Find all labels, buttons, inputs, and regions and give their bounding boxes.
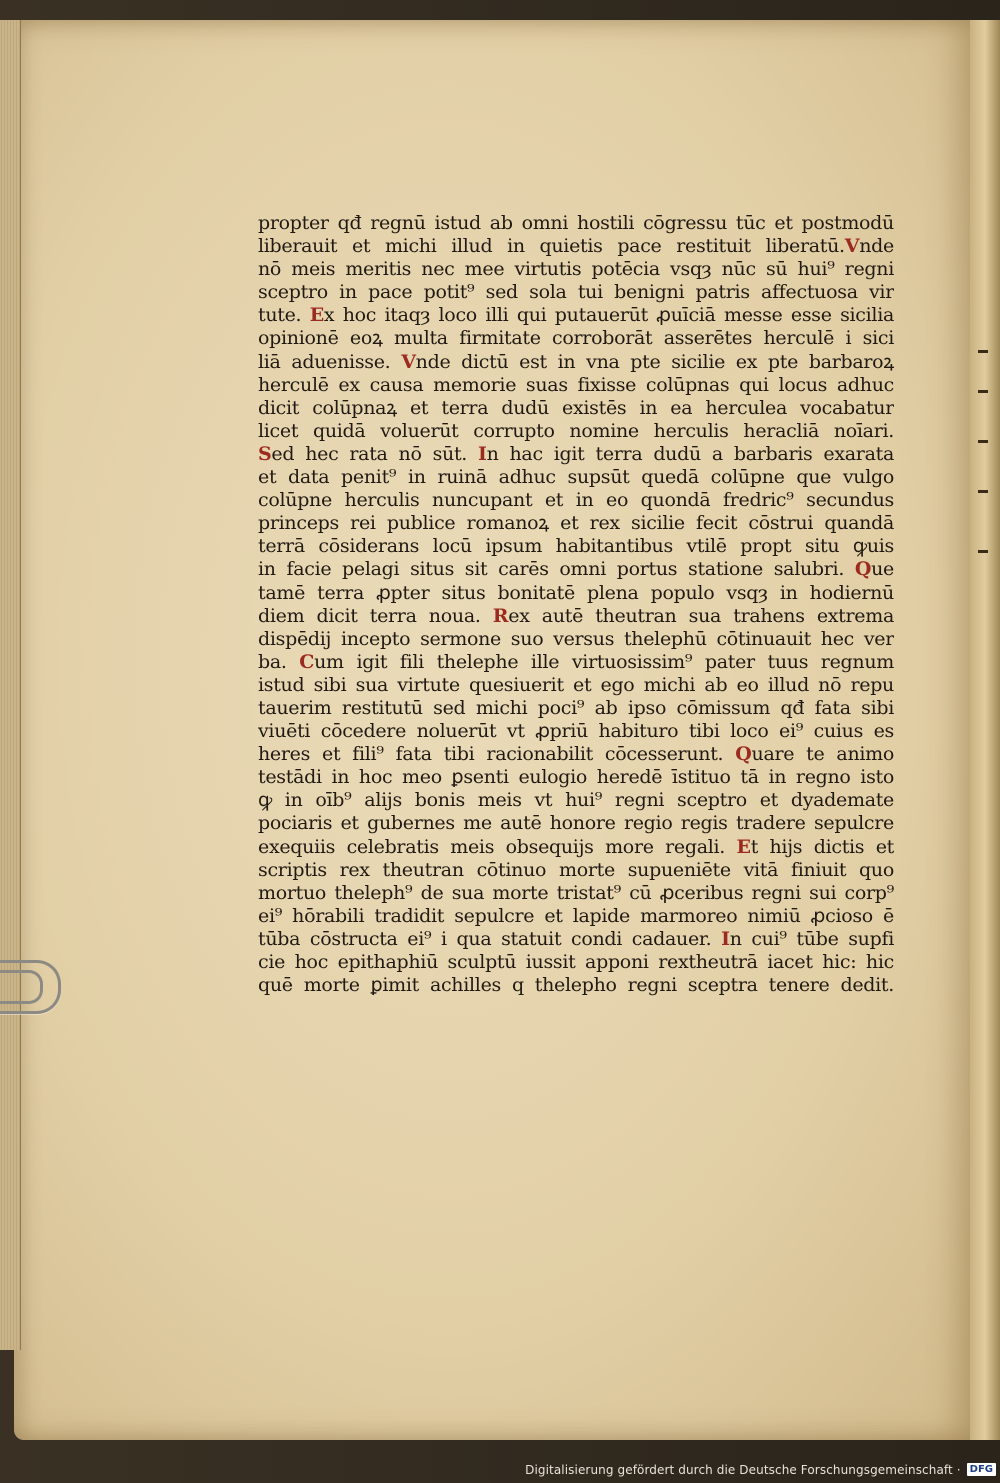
text-line [258, 512, 894, 535]
text-segment: diem dicit terra noua. [258, 604, 493, 627]
text-line [258, 928, 894, 951]
text-line [258, 397, 894, 420]
text-segment: tūba cōstructa ei⁹ i qua statuit condi cadauer. [258, 927, 722, 950]
text-segment: dicit colūpnaꝝ et terra dudū existēs in ea herculea vocabatur [258, 396, 894, 419]
text-line [258, 258, 894, 281]
text-line [258, 766, 894, 789]
text-segment: in facie pelagi situs sit carēs omni portus statione salubri. [258, 558, 855, 581]
text-segment: pociaris et gubernes me autē honore regio regis tradere sepulcre [258, 812, 894, 835]
text-line [258, 582, 894, 605]
text-line [258, 327, 894, 350]
text-line [258, 605, 894, 628]
text-line [258, 420, 894, 443]
text-line [258, 212, 894, 235]
rubricated-initial: I [721, 927, 730, 950]
text-segment: ex autē theutran sua trahens extrema [508, 604, 894, 627]
text-segment: x hoc itaqȝ loco illi qui putauerūt ꝓuīciā messe esse sicilia [323, 304, 894, 327]
text-segment: herculē ex causa memorie suas fixisse colūpnas qui locus adhuc [258, 373, 894, 396]
rubricated-initial: Q [735, 743, 752, 766]
text-line [258, 535, 894, 558]
text-segment: testādi in hoc meo ꝑsenti eulogio heredē īstituo tā in regno isto [258, 766, 894, 789]
text-segment: terrā cōsiderans locū ipsum habitantibus vtilē propt situ ꝙuis [258, 535, 894, 558]
rubricated-initial: R [492, 604, 509, 627]
text-segment: colūpne herculis nuncupant et in eo quondā fredric⁹ secundus [258, 489, 894, 512]
text-line [258, 905, 894, 928]
text-segment: princeps rei publice romanoꝝ et rex sicilie fecit cōstrui quandā [258, 512, 894, 535]
text-segment: n hac igit terra dudū a barbaris exarata [486, 442, 894, 465]
text-line [258, 351, 894, 374]
text-line [258, 281, 894, 304]
text-line [258, 651, 894, 674]
text-segment: uare te animo [751, 743, 894, 766]
text-segment: nde [859, 235, 894, 258]
text-line [258, 743, 894, 766]
text-line [258, 951, 894, 974]
paper-clip-inner-loop [0, 970, 43, 1004]
text-segment: ue [871, 558, 894, 581]
text-segment: tute. [258, 304, 310, 327]
text-segment: quē morte ꝑimit achilles q thelepho regni sceptra tenere dedit. [258, 974, 894, 997]
text-segment: liā aduenisse. [258, 350, 402, 373]
text-line [258, 859, 894, 882]
text-segment: ei⁹ hōrabili tradidit sepulcre et lapide marmoreo nimiū ꝓcioso ē [258, 904, 894, 927]
text-segment: opinionē eoꝝ multa firmitate corroborāt asserētes herculē i sici [258, 327, 894, 350]
rubricated-initial: E [736, 835, 751, 858]
text-line [258, 720, 894, 743]
text-line [258, 836, 894, 859]
text-block [258, 212, 894, 997]
text-segment: exequiis celebratis meis obsequijs more regali. [258, 835, 737, 858]
rubricated-initial: E [309, 304, 324, 327]
facing-page-text-fragments [978, 350, 998, 570]
text-segment: heres et fili⁹ fata tibi racionabilit cōcesserunt. [258, 743, 736, 766]
rubricated-initial: S [258, 442, 272, 465]
text-segment: propter qđ regnū istud ab omni hostili cōgressu tūc et postmodū [258, 212, 894, 234]
text-line [258, 489, 894, 512]
rubricated-initial: V [844, 235, 860, 258]
text-line [258, 674, 894, 697]
text-segment: tauerim restitutū sed michi poci⁹ ab ipso cōmissum qđ fata sibi [258, 696, 894, 719]
text-segment: scriptis rex theutran cōtinuo morte supueniēte vitā finiuit quo [258, 858, 894, 881]
text-segment: viuēti cōcedere noluerūt vt ꝓpriū habituro tibi loco ei⁹ cuius es [258, 720, 894, 743]
text-line [258, 466, 894, 489]
text-line [258, 628, 894, 651]
funding-credit: Digitalisierung gefördert durch die Deutsche Forschungsgemeinschaft · [525, 1462, 961, 1477]
text-line [258, 235, 894, 258]
facing-page-edge [970, 20, 1000, 1440]
text-segment: dispēdij incepto sermone suo versus thelephū cōtinuauit hec ver [258, 627, 894, 650]
text-segment: n cui⁹ tūbe supfi [729, 927, 894, 950]
text-line [258, 443, 894, 466]
text-line [258, 304, 894, 327]
text-line [258, 974, 894, 997]
text-segment: t hijs dictis et [750, 835, 894, 858]
text-segment: liberauit et michi illud in quietis pace restituit liberatū. [258, 235, 845, 258]
text-segment: mortuo theleph⁹ de sua morte tristat⁹ cū ꝓceribus regni sui corp⁹ [258, 881, 894, 904]
text-segment: um igit fili thelephe ille virtuosissim⁹ pater tuus regnum [314, 650, 894, 673]
text-line [258, 558, 894, 581]
text-segment: et data penit⁹ in ruinā adhuc supsūt quedā colūpne que vulgo [258, 466, 894, 489]
text-segment: sceptro in pace potit⁹ sed sola tui benigni patris affectuosa vir [258, 281, 894, 304]
text-segment: nō meis meritis nec mee virtutis potēcia vsqȝ nūc sū hui⁹ regni [258, 258, 894, 281]
rubricated-initial: C [299, 650, 315, 673]
text-segment: nde dictū est in vna pte sicilie ex pte barbaroꝝ [415, 350, 894, 373]
rubricated-initial: Q [854, 558, 872, 581]
text-segment: licet quidā voluerūt corrupto nomine herculis heracliā noīari. [258, 419, 894, 442]
text-line [258, 882, 894, 905]
text-segment: istud sibi sua virtute quesiuerit et ego michi ab eo illud nō repu [258, 673, 894, 696]
text-segment: ꝙ in oīb⁹ alijs bonis meis vt hui⁹ regni sceptro et dyademate [258, 789, 894, 812]
text-segment: tamē terra ꝓpter situs bonitatē plena populo vsqȝ in hodiernū [258, 581, 894, 604]
text-segment: ed hec rata nō sūt. [271, 442, 478, 465]
dfg-logo: DFG [967, 1463, 996, 1476]
rubricated-initial: I [478, 442, 487, 465]
text-line [258, 789, 894, 812]
text-line [258, 697, 894, 720]
rubricated-initial: V [401, 350, 416, 373]
text-segment: cie hoc epithaphiū sculptū iussit apponi rextheutrā iacet hic: hic [258, 951, 894, 973]
text-line [258, 374, 894, 397]
page-stack-edge-left [0, 20, 21, 1350]
digitization-footer [0, 1456, 1000, 1483]
text-segment: ba. [258, 650, 300, 673]
text-line [258, 812, 894, 835]
